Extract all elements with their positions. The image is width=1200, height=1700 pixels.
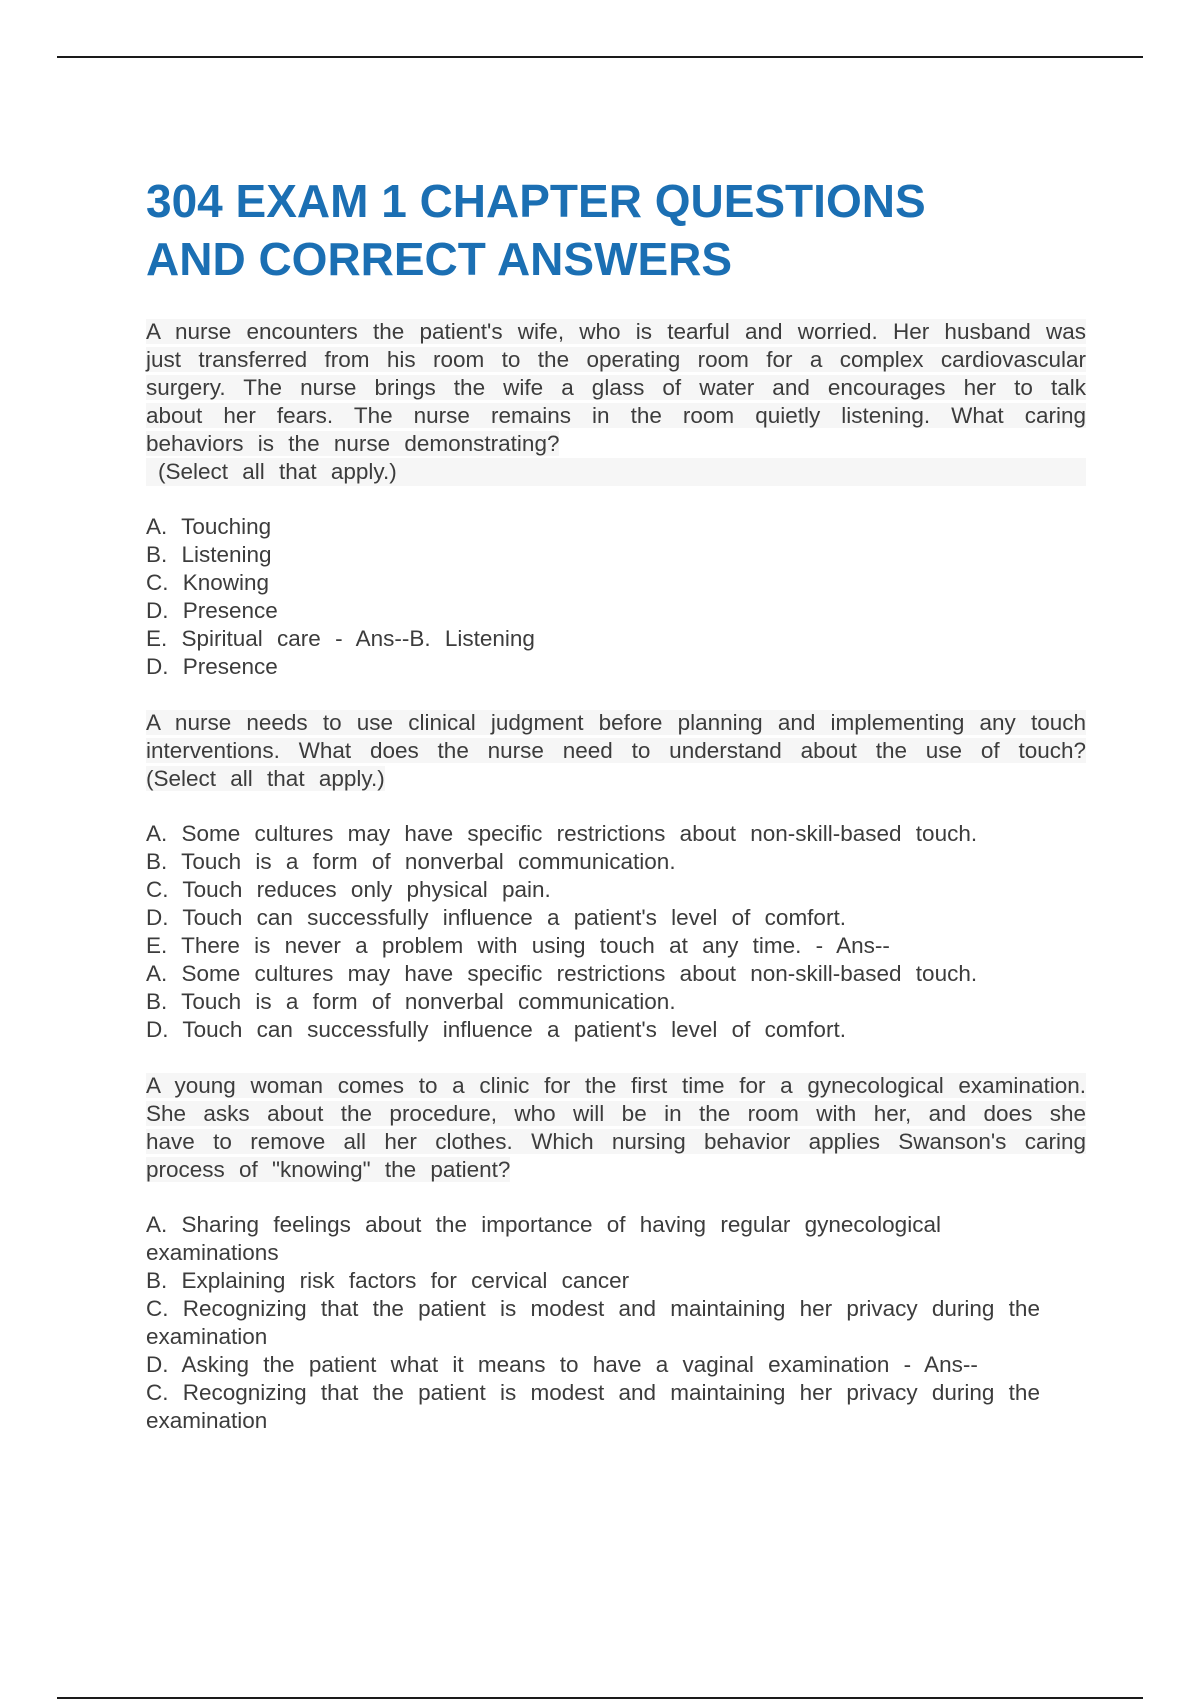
document-body (146, 172, 1086, 1463)
question-1-text: A nurse encounters the patient's wife, who is tearful and worried. Her husband was just transferred from his room to the operating room for a complex cardiovascular surgery. The nurse brings the wife a glass of water and encourages her to talk about her fears. The nurse remains in the room quietly listening. What caring behaviors is the nurse demonstrating? (146, 319, 1086, 456)
question-3-option: B. Explaining risk factors for cervical cancer (146, 1268, 630, 1293)
question-2-option: D. Touch can successfully influence a patient's level of comfort. (146, 905, 846, 930)
question-1-option: B. Listening (146, 542, 272, 567)
question-1-answer: E. Spiritual care - Ans--B. Listening (146, 626, 535, 651)
question-3-option: A. Sharing feelings about the importance of having regular gynecological examinations (146, 1212, 941, 1265)
question-3-option: C. Recognizing that the patient is modest and maintaining her privacy during the examination (146, 1296, 1040, 1349)
question-2-prompt (146, 709, 1086, 793)
page-title (146, 172, 1086, 288)
question-3-option: D. Asking the patient what it means to have a vaginal examination - Ans-- (146, 1352, 978, 1377)
question-2-answer: D. Touch can successfully influence a patient's level of comfort. (146, 1017, 846, 1042)
question-3-prompt (146, 1072, 1086, 1184)
title-line-2: AND CORRECT ANSWERS (146, 233, 733, 285)
question-2-answer: A. Some cultures may have specific restrictions about non-skill-based touch. (146, 961, 978, 986)
question-1-answer: D. Presence (146, 654, 278, 679)
title-line-1: 304 EXAM 1 CHAPTER QUESTIONS (146, 175, 926, 227)
question-3-text: A young woman comes to a clinic for the first time for a gynecological examination. She asks about the procedure, who will be in the room with her, and does she have to remove all her clothes. Which nursing behavior applies Swanson's caring process of "knowing" the patient? (146, 1073, 1086, 1182)
question-1-option: C. Knowing (146, 570, 270, 595)
question-2-text: A nurse needs to use clinical judgment before planning and implementing any touch interventions. What does the nurse need to understand about the use of touch? (Select all that apply.) (146, 710, 1086, 791)
question-2-option: C. Touch reduces only physical pain. (146, 877, 551, 902)
question-1-option: A. Touching (146, 514, 272, 539)
question-1-option: D. Presence (146, 598, 278, 623)
question-2-answer: B. Touch is a form of nonverbal communication. (146, 989, 676, 1014)
question-2-options (146, 820, 1086, 1044)
question-1-note: (Select all that apply.) (146, 458, 1086, 486)
question-2-option: A. Some cultures may have specific restrictions about non-skill-based touch. (146, 821, 978, 846)
footer-rule (57, 1697, 1143, 1699)
question-1-prompt (146, 318, 1086, 486)
question-2-option: E. There is never a problem with using touch at any time. - Ans-- (146, 933, 890, 958)
question-2-option: B. Touch is a form of nonverbal communication. (146, 849, 676, 874)
question-3-answer: C. Recognizing that the patient is modest and maintaining her privacy during the examination (146, 1380, 1040, 1433)
question-1-options (146, 513, 1086, 681)
question-3-options (146, 1211, 1086, 1435)
header-rule (57, 56, 1143, 58)
